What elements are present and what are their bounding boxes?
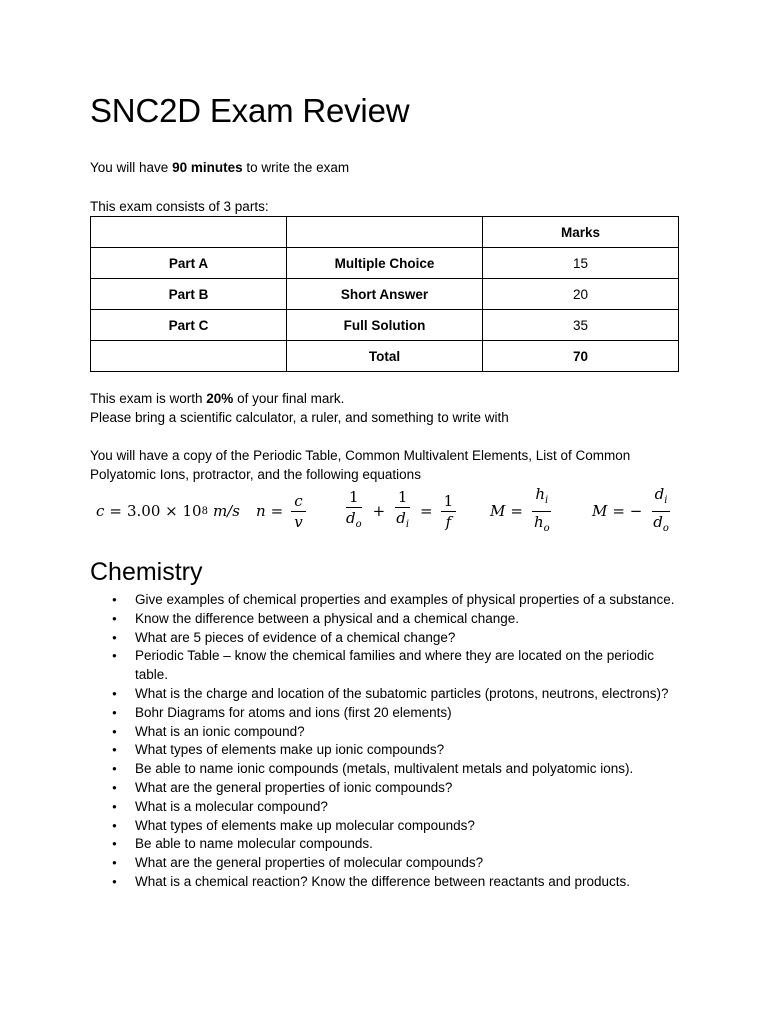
worth-post: of your final mark. xyxy=(233,391,345,406)
eq1-lhs: c xyxy=(96,502,105,520)
parts-intro-text: This exam consists of 3 parts: xyxy=(90,199,269,214)
table-cell: Part C xyxy=(91,310,287,341)
table-header-cell xyxy=(91,217,287,248)
eq3-plus: + xyxy=(372,502,386,520)
eq2-equals: = xyxy=(270,502,284,520)
eq2-numerator: c xyxy=(291,492,305,512)
eq3-denominator-1 xyxy=(343,508,365,534)
duration-bold: 90 minutes xyxy=(172,160,243,175)
table-cell: Total xyxy=(287,341,483,372)
list-item: ● What is a molecular compound? xyxy=(90,798,690,817)
eq4-lhs: M xyxy=(490,502,506,520)
eq3-den2-var: d xyxy=(396,509,406,527)
table-row xyxy=(91,248,679,279)
magnification-height-equation xyxy=(490,486,556,536)
resources-text-line-2: Polyatomic Ions, protractor, and the following equations xyxy=(90,467,421,482)
thin-lens-equation xyxy=(340,486,459,536)
list-item: ● What are 5 pieces of evidence of a chemical change? xyxy=(90,629,690,648)
eq1-equals: = xyxy=(109,502,122,520)
eq3-numerator-3: 1 xyxy=(441,492,457,512)
table-cell: 35 xyxy=(483,310,679,341)
table-cell: Multiple Choice xyxy=(287,248,483,279)
list-item: ● What is the charge and location of the subatomic particles (protons, neutrons, electrons)? xyxy=(90,685,690,704)
list-item: ● What is an ionic compound? xyxy=(90,723,690,742)
duration-pre: You will have xyxy=(90,160,173,175)
page-title: SNC2D Exam Review xyxy=(90,92,410,129)
eq3-numerator-1: 1 xyxy=(346,488,362,508)
list-item: ● What are the general properties of molecular compounds? xyxy=(90,854,690,873)
exam-duration-text xyxy=(90,158,349,177)
eq1-exponent: 8 xyxy=(201,505,208,517)
table-row xyxy=(91,341,679,372)
equations-row xyxy=(90,486,690,536)
list-item: ● What types of elements make up ionic compounds? xyxy=(90,741,690,760)
chemistry-list xyxy=(90,591,690,892)
exam-worth-text xyxy=(90,389,344,408)
eq5-denominator xyxy=(650,512,672,538)
eq3-den2-sub: i xyxy=(405,519,410,530)
eq4-denominator xyxy=(531,512,553,538)
table-header-cell: Marks xyxy=(483,217,679,248)
refractive-index-equation xyxy=(256,486,309,536)
list-item: ● What are the general properties of ionic compounds? xyxy=(90,779,690,798)
eq3-fraction-2 xyxy=(393,488,412,534)
eq4-numerator xyxy=(532,485,551,512)
eq3-fraction-3 xyxy=(441,492,457,531)
eq5-num-var: d xyxy=(654,484,665,503)
duration-post: to write the exam xyxy=(242,160,350,175)
eq5-lhs: M xyxy=(592,502,608,520)
list-item: ● Know the difference between a physical and a chemical change. xyxy=(90,610,690,629)
bring-items-text: Please bring a scientific calculator, a ruler, and something to write with xyxy=(90,410,509,425)
table-header-row xyxy=(91,217,679,248)
list-item: ● Be able to name ionic compounds (metals, multivalent metals and polyatomic ions). xyxy=(90,760,690,779)
eq3-numerator-2: 1 xyxy=(395,488,411,508)
eq5-equals: = − xyxy=(612,502,643,520)
list-item: ● What types of elements make up molecular compounds? xyxy=(90,817,690,836)
list-item: ● Be able to name molecular compounds. xyxy=(90,835,690,854)
eq3-denominator-2 xyxy=(393,508,412,534)
eq4-num-var: h xyxy=(535,484,546,503)
eq3-denominator-3: f xyxy=(445,512,452,531)
table-cell xyxy=(91,341,287,372)
table-cell: Part B xyxy=(91,279,287,310)
eq4-num-sub: i xyxy=(545,494,549,506)
eq2-denominator: v xyxy=(294,512,303,531)
eq4-equals: = xyxy=(510,502,523,520)
worth-bold: 20% xyxy=(206,391,234,406)
worth-pre: This exam is worth xyxy=(90,391,207,406)
table-cell: Short Answer xyxy=(287,279,483,310)
list-item: ● What is a chemical reaction? Know the difference between reactants and products. xyxy=(90,873,690,892)
eq5-num-sub: i xyxy=(664,494,668,506)
table-cell: 20 xyxy=(483,279,679,310)
eq5-fraction xyxy=(650,485,672,538)
table-cell: Part A xyxy=(91,248,287,279)
eq3-equals: = xyxy=(420,502,433,520)
eq4-fraction xyxy=(531,485,553,538)
eq4-den-var: h xyxy=(533,512,544,531)
marks-table xyxy=(90,216,679,372)
eq5-den-var: d xyxy=(653,512,663,531)
table-cell: 15 xyxy=(483,248,679,279)
list-item: ● Periodic Table – know the chemical families and where they are located on the periodic table. xyxy=(90,647,690,685)
list-item: ● Give examples of chemical properties and examples of physical properties of a substance. xyxy=(90,591,690,610)
list-item: ● Bohr Diagrams for atoms and ions (first 20 elements) xyxy=(90,704,690,723)
eq3-den1-sub: o xyxy=(355,519,362,530)
eq5-numerator xyxy=(652,485,671,512)
table-row xyxy=(91,310,679,341)
magnification-distance-equation xyxy=(592,486,675,536)
speed-of-light-equation xyxy=(96,486,240,536)
eq2-fraction xyxy=(291,492,305,531)
eq2-lhs: n xyxy=(256,502,266,520)
resources-text-line-1: You will have a copy of the Periodic Table, Common Multivalent Elements, List of Common xyxy=(90,448,631,463)
eq5-den-sub: o xyxy=(662,522,669,534)
eq1-unit: m/s xyxy=(212,502,240,520)
eq3-den1-var: d xyxy=(346,509,356,527)
chemistry-heading: Chemistry xyxy=(90,558,203,586)
table-cell: 70 xyxy=(483,341,679,372)
table-cell: Full Solution xyxy=(287,310,483,341)
eq1-coefficient: 3.00 × 10 xyxy=(126,502,202,520)
table-row xyxy=(91,279,679,310)
eq4-den-sub: o xyxy=(543,522,550,534)
eq3-fraction-1 xyxy=(343,488,365,534)
table-header-cell xyxy=(287,217,483,248)
